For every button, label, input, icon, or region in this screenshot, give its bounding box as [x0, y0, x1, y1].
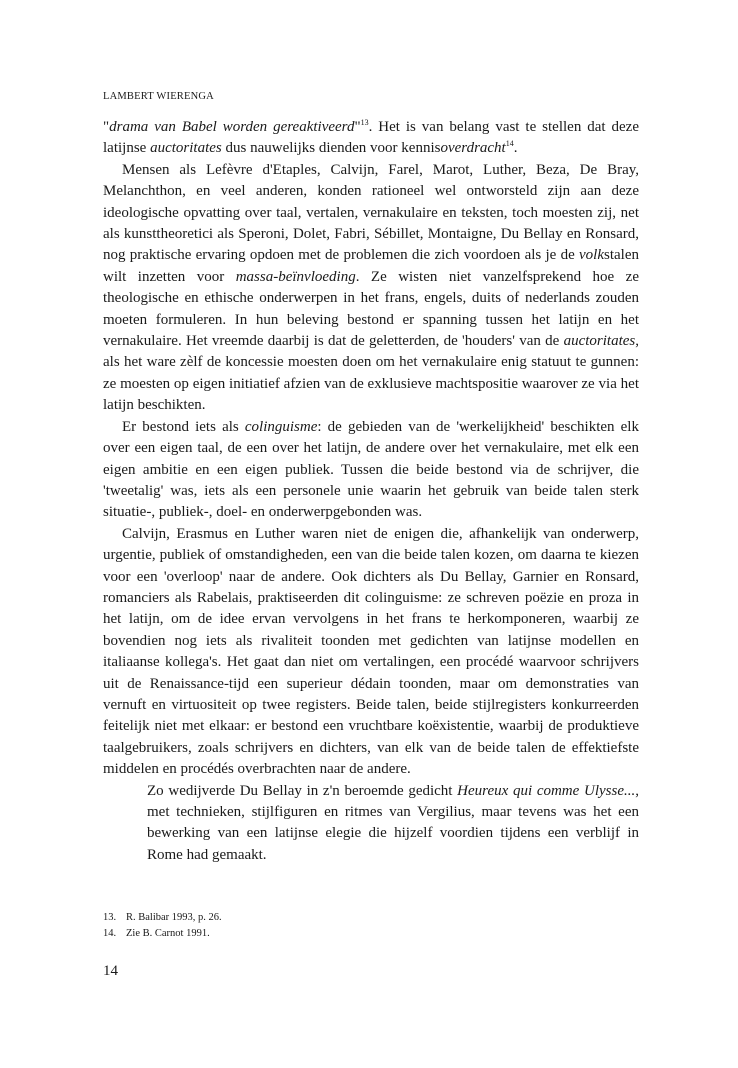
quoted-phrase: drama van Babel worden gereaktiveerd — [109, 119, 355, 135]
footnote-ref-13: 13 — [360, 118, 369, 127]
poem-title: Heureux qui comme Ulysse... — [457, 782, 636, 799]
footnote-14: 14. Zie B. Carnot 1991. — [103, 928, 210, 939]
body-text — [103, 117, 639, 866]
block-quote: Zo wedijverde Du Bellay in z'n beroemde gedicht Heureux qui comme Ulysse..., met technieken, stijlfiguren en ritmes van Vergilius, maar tevens was het een bewerking van een latijnse elegie die hijzelf voordien tijdens een verblijf in Rome had gemaakt. — [147, 782, 639, 863]
footnote-13: 13. R. Balibar 1993, p. 26. — [103, 912, 222, 923]
footnote-ref-14: 14 — [505, 139, 514, 149]
paragraph-2: Mensen als Lefèvre d'Etaples, Calvijn, Farel, Marot, Luther, Beza, De Bray, Melanchthon, en veel anderen, konden rationeel wel ontworsteld zijn aan deze ideologische opvatting over taal, vertalen, vernakulaire en teksten, toch moesten zij, net als kunsttheoretici als Speroni, Dolet, Fabri, Sébillet, Montaigne, Du Bellay en Ronsard, nog praktische ervaring opdoen met de problemen die zich voordoen als je de volkstalen wilt inzetten voor massa-beïnvloeding. Ze wisten niet vanzelfsprekend hoe ze theologische en ethische onderwerpen in het frans, engels, duits of nederlands zouden moeten formuleren. In hun beleving bestond er spanning tussen het latijn en het vernakulaire. Het vreemde daarbij is dat de geletterden, de 'houders' van de auctoritates, als het ware zèlf de koncessie moesten doen om het vernakulaire enig statuut te gunnen: ze moesten op eigen initiatief afzien van de exklusieve machtspositie waarover ze via het latijn beschikten. — [103, 161, 639, 414]
paragraph-4: Calvijn, Erasmus en Luther waren niet de enigen die, afhankelijk van onderwerp, urgentie, publiek of omstandigheden, een van die beide talen kozen, om daarna te kiezen voor een 'overloop' naar de andere. Ook dichters als Du Bellay, Garnier en Ronsard, romanciers als Rabelais, praktiseerden dit colinguisme: ze schreven poëzie en proza in het latijn, om de idee ervan vervolgens in het frans te herkomponeren, waarbij ze bovendien nog iets als rivaliteit toonden met gedichten van latijnse modellen en italiaanse kollega's. Het gaat dan niet om vertalingen, een procédé waarvoor schrijvers uit de Renaissance-tijd een superieur dédain toonden, maar om demonstraties van vernuft en virtuositeit op twee registers. Beide talen, beide stijlregisters konkurreerden feitelijk niet met elkaar: er bestond een vruchtbare koëxistentie, waarbij de produktieve taalgebruikers, zoals schrijvers en dichters, van elk van de beide talen de effektiefste middelen en procédés overbrachten naar de andere. — [103, 525, 639, 778]
page-number: 14 — [103, 963, 118, 979]
running-head: LAMBERT WIERENGA — [103, 91, 214, 102]
paragraph-3: Er bestond iets als colinguisme: de gebieden van de 'werkelijkheid' beschikten elk over een eigen taal, de een over het latijn, de andere over het vernakulaire, met elk een eigen ambitie en een eigen publiek. Tussen die beide bestond via de schrijver, die 'tweetalig' was, iets als een personele unie waarin het gebruik van beide talen sterk situatie-, publiek-, doel- en onderwerpgebonden was. — [103, 418, 639, 521]
footnotes — [103, 910, 639, 942]
paragraph-1: "drama van Babel worden gereaktiveerd"$^{13}$. Het is van belang vast te stellen dat deze latijnse auctoritates dus nauwelijks dienden voor kennisoverdracht$^{14}$. — [103, 118, 639, 157]
